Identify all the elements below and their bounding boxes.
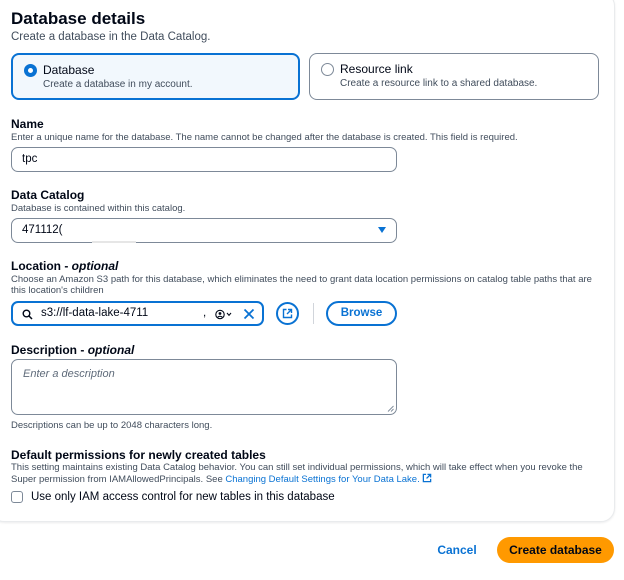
data-catalog-select[interactable] bbox=[11, 218, 397, 243]
iam-access-control-checkbox[interactable] bbox=[11, 491, 23, 503]
name-input-value: tpc bbox=[22, 153, 38, 165]
caret-down-icon bbox=[378, 227, 386, 233]
description-textarea[interactable] bbox=[11, 359, 397, 415]
section-subtitle: Create a database in the Data Catalog. bbox=[11, 31, 211, 43]
location-input-value: s3://lf-data-lake-4711 bbox=[41, 307, 149, 319]
open-in-s3-button[interactable] bbox=[276, 302, 299, 325]
create-database-button[interactable]: Create database bbox=[497, 537, 614, 563]
location-optional-tag: optional bbox=[71, 259, 119, 273]
section-title: Database details bbox=[11, 9, 146, 28]
database-option-label: Database bbox=[43, 63, 95, 77]
resource-link-option-description: Create a resource link to a shared database. bbox=[340, 78, 538, 89]
redaction-mark bbox=[92, 241, 136, 243]
clear-icon[interactable] bbox=[243, 308, 255, 320]
description-optional-tag: optional bbox=[87, 343, 135, 357]
changing-default-settings-link[interactable]: Changing Default Settings for Your Data Lake. bbox=[225, 474, 420, 485]
data-catalog-label: Data Catalog bbox=[11, 188, 85, 202]
resource-link-option-label: Resource link bbox=[340, 62, 413, 76]
description-label: Description - optional bbox=[11, 343, 135, 357]
divider bbox=[313, 303, 314, 324]
external-link-icon bbox=[282, 308, 293, 319]
location-label: Location - optional bbox=[11, 259, 119, 273]
browse-button[interactable]: Browse bbox=[326, 301, 397, 326]
location-input[interactable] bbox=[11, 301, 264, 326]
description-constraint: Descriptions can be up to 2048 characters long. bbox=[11, 420, 213, 431]
resource-link-radio[interactable] bbox=[321, 63, 334, 76]
database-option-tile[interactable] bbox=[11, 53, 300, 100]
version-selector-icon[interactable] bbox=[215, 309, 233, 320]
cancel-button[interactable]: Cancel bbox=[437, 543, 477, 557]
resource-link-option-tile[interactable] bbox=[309, 53, 599, 100]
iam-access-control-label[interactable]: Use only IAM access control for new tables in this database bbox=[31, 491, 335, 503]
name-hint: Enter a unique name for the database. The name cannot be changed after the database is created. This field is required. bbox=[11, 132, 518, 143]
name-input[interactable] bbox=[11, 147, 397, 172]
default-permissions-label: Default permissions for newly created tables bbox=[11, 448, 266, 462]
external-link-icon bbox=[422, 473, 432, 483]
data-catalog-hint: Database is contained within this catalog. bbox=[11, 203, 186, 214]
data-catalog-value: 471112( bbox=[22, 224, 63, 236]
database-radio[interactable] bbox=[24, 64, 37, 77]
location-hint: Choose an Amazon S3 path for this database, which eliminates the need to grant data location permissions on catalog table paths that are this location's children bbox=[11, 274, 592, 296]
resize-handle-icon[interactable] bbox=[387, 405, 394, 412]
description-placeholder: Enter a description bbox=[23, 368, 115, 380]
database-option-description: Create a database in my account. bbox=[43, 79, 193, 90]
location-input-tail: , bbox=[203, 307, 207, 319]
search-icon bbox=[22, 309, 33, 320]
default-permissions-hint: This setting maintains existing Data Catalog behavior. You can still set individual permissions, which will take effect when you revoke the Super permission from IAMAllowedPrincipals. See Changing Default Settings for Your Data Lake. bbox=[11, 462, 583, 485]
name-label: Name bbox=[11, 117, 44, 131]
